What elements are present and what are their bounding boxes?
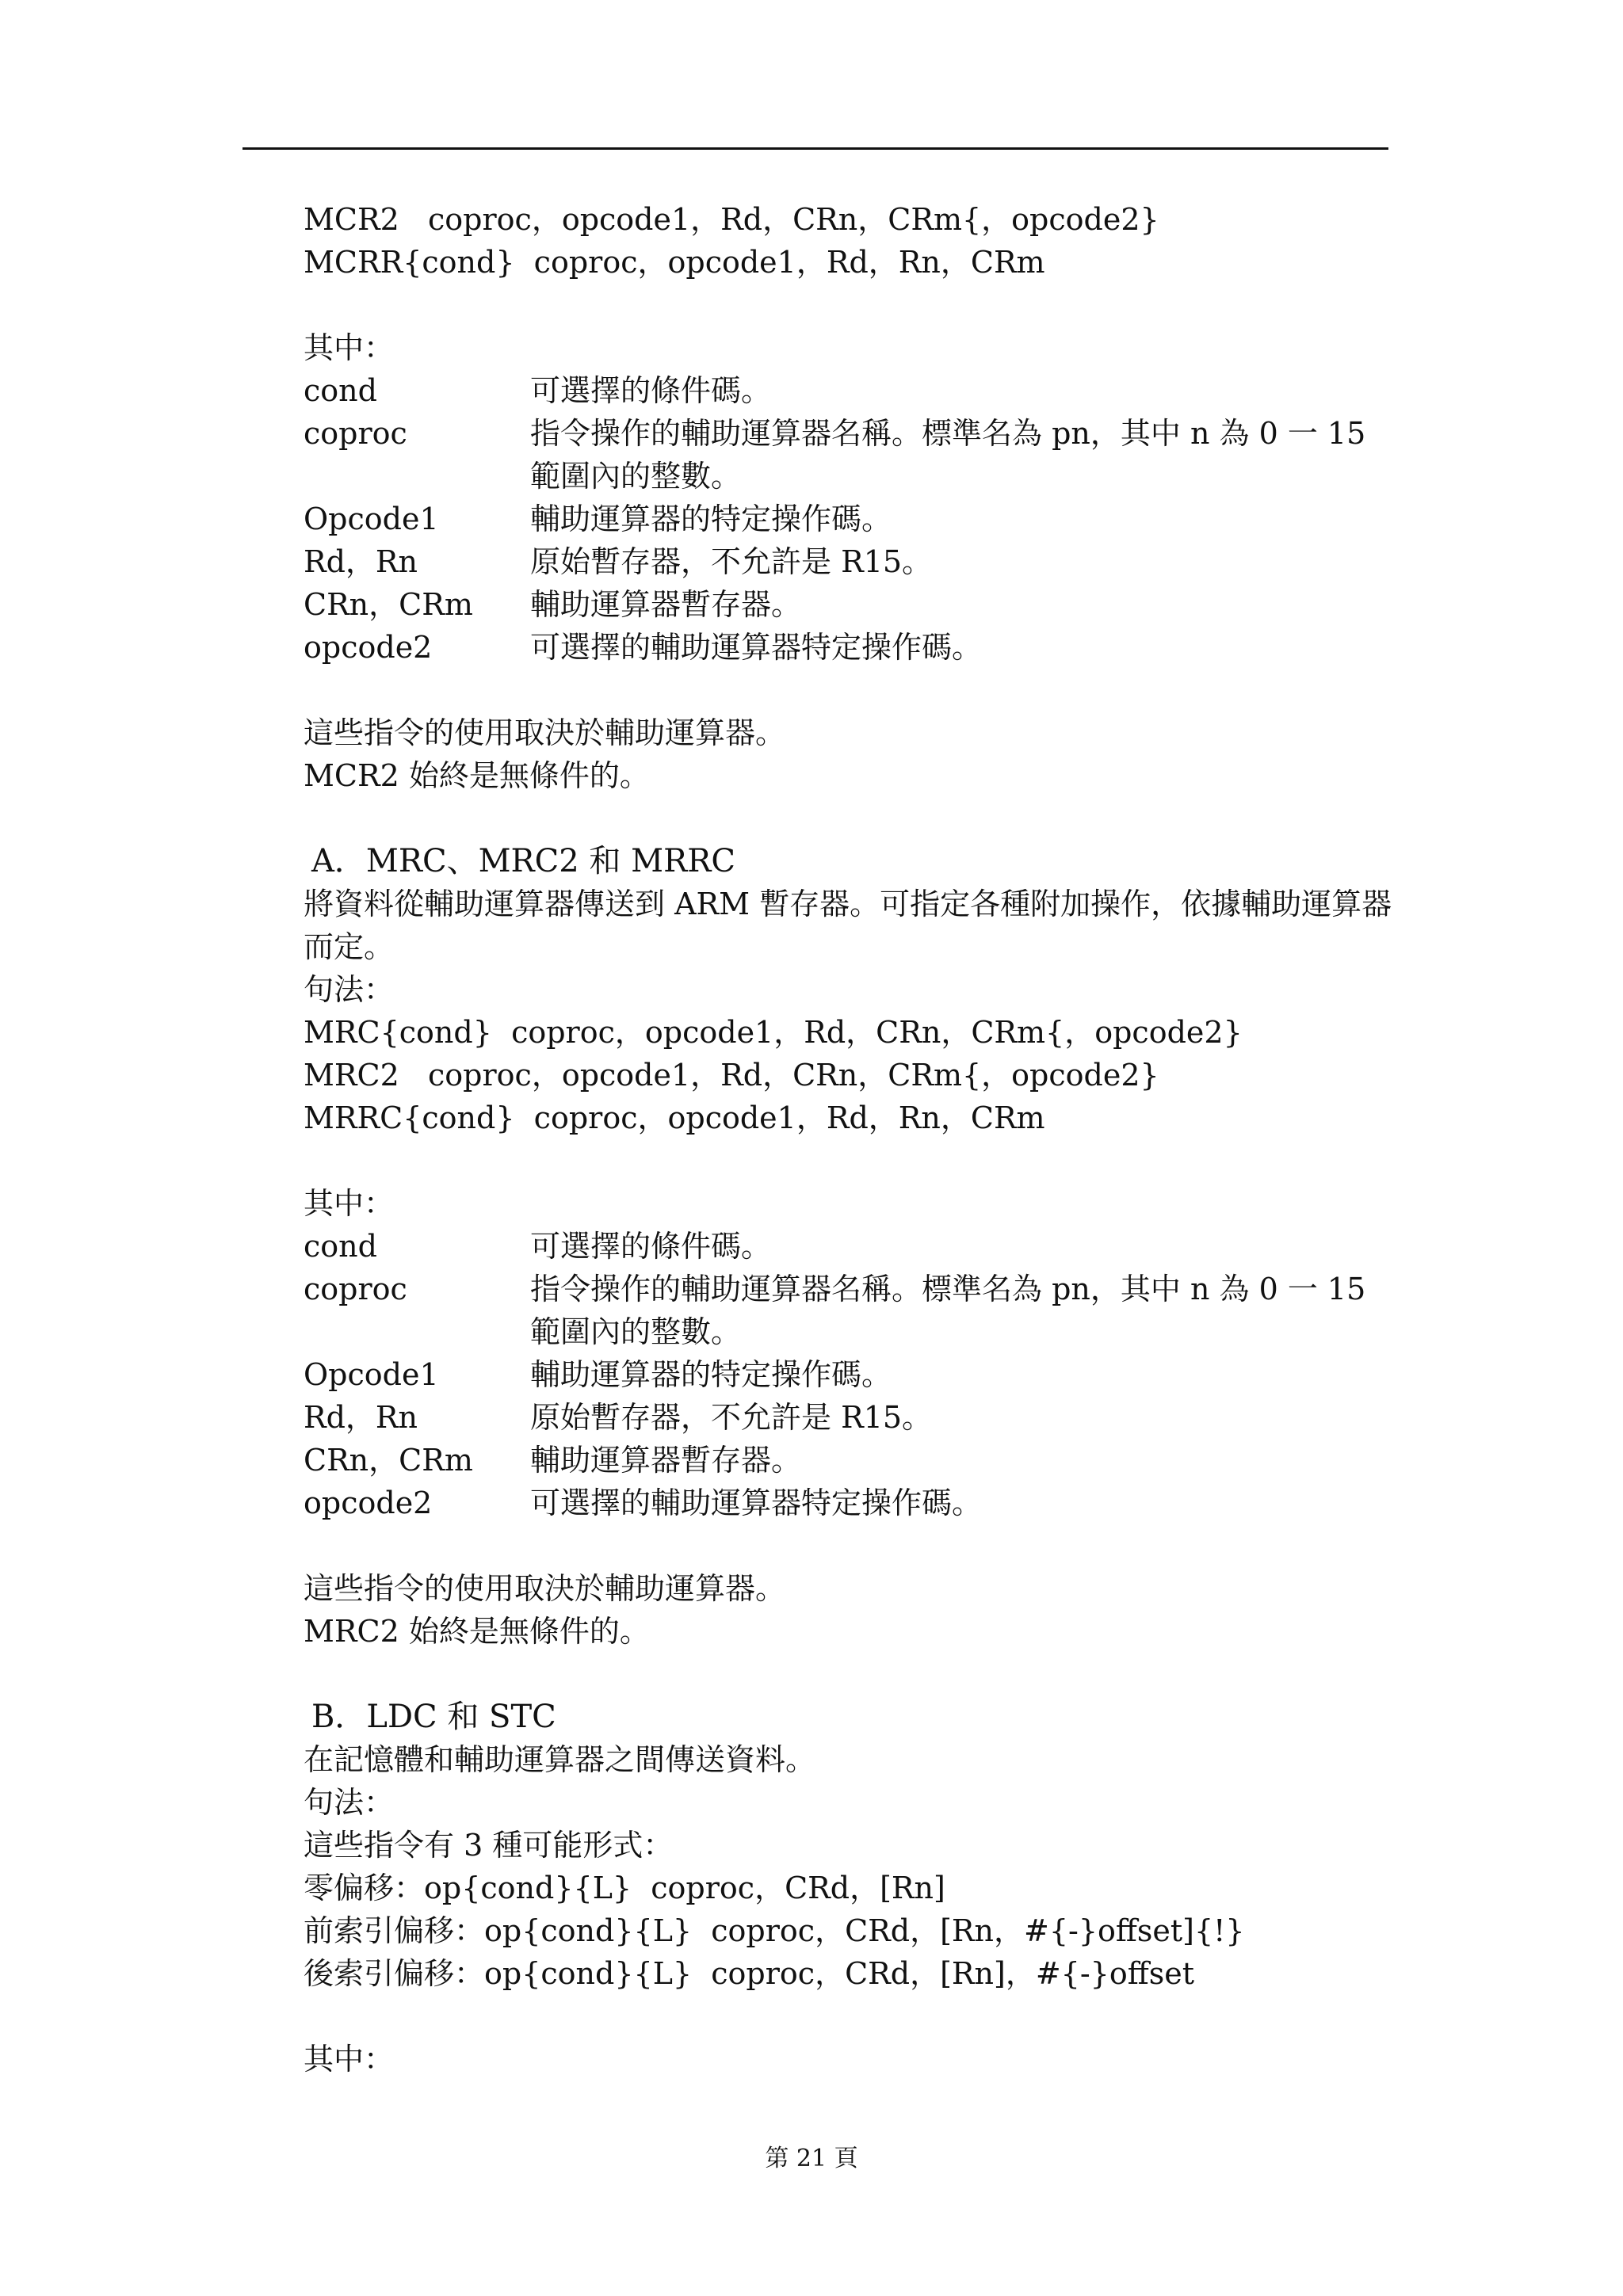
definition-desc: 指令操作的輔助運算器名稱。標準名為 pn，其中 n 為 0 一 15 範圍內的整數。 bbox=[530, 416, 1366, 494]
note-text: 這些指令的使用取決於輔助運算器。 bbox=[304, 715, 786, 750]
definition-row bbox=[304, 1396, 1397, 1439]
definition-row bbox=[304, 1482, 1397, 1524]
definition-desc: 可選擇的條件碼。 bbox=[530, 1229, 772, 1264]
syntax-label: 句法： bbox=[304, 1785, 395, 1820]
section-b-heading: B．LDC 和 STC bbox=[311, 1699, 556, 1735]
syntax-mrc: MRC{cond} coproc，opcode1，Rd，CRn，CRm{，opcode2} bbox=[304, 1015, 1243, 1050]
definition-row bbox=[304, 1225, 1397, 1268]
page-body bbox=[304, 198, 1397, 2081]
definition-desc: 輔助運算器的特定操作碼。 bbox=[530, 1357, 892, 1392]
page-number: 第 21 頁 bbox=[765, 2145, 858, 2172]
definition-row bbox=[304, 626, 1397, 669]
defs-intro: 其中： bbox=[304, 2042, 395, 2077]
definition-desc: 可選擇的條件碼。 bbox=[530, 373, 772, 408]
definition-term: Opcode1 bbox=[304, 502, 439, 536]
definition-term: Opcode1 bbox=[304, 1357, 439, 1392]
definition-term: coproc bbox=[304, 416, 407, 451]
definition-row bbox=[304, 540, 1397, 583]
note-text: MCR2 始終是無條件的。 bbox=[304, 758, 650, 793]
form-pre-index: 前索引偏移：op{cond}{L} coproc，CRd，[Rn，#{-}offset]{!} bbox=[304, 1913, 1245, 1948]
definition-desc: 原始暫存器，不允許是 R15。 bbox=[530, 544, 933, 579]
definition-row bbox=[304, 412, 1397, 498]
definition-term: opcode2 bbox=[304, 1486, 433, 1520]
note-text: 這些指令的使用取決於輔助運算器。 bbox=[304, 1571, 786, 1606]
syntax-mcrr: MCRR{cond} coproc，opcode1，Rd，Rn，CRm bbox=[304, 245, 1045, 280]
defs-intro: 其中： bbox=[304, 1186, 395, 1221]
header-rule bbox=[242, 147, 1388, 150]
definition-desc: 輔助運算器暫存器。 bbox=[530, 1443, 802, 1478]
syntax-mrrc: MRRC{cond} coproc，opcode1，Rd，Rn，CRm bbox=[304, 1100, 1045, 1135]
section-a-paragraph: 將資料從輔助運算器傳送到 ARM 暫存器。可指定各種附加操作，依據輔助運算器而定。 bbox=[304, 887, 1392, 964]
definition-row bbox=[304, 583, 1397, 626]
definition-row bbox=[304, 369, 1397, 412]
definition-desc: 指令操作的輔助運算器名稱。標準名為 pn，其中 n 為 0 一 15 範圍內的整數。 bbox=[530, 1272, 1366, 1349]
section-b-paragraph: 在記憶體和輔助運算器之間傳送資料。 bbox=[304, 1742, 816, 1777]
definition-row bbox=[304, 1439, 1397, 1482]
forms-intro: 這些指令有 3 種可能形式： bbox=[304, 1828, 674, 1863]
definition-term: CRn，CRm bbox=[304, 587, 473, 622]
definition-row bbox=[304, 1268, 1397, 1353]
definition-term: cond bbox=[304, 373, 377, 408]
definition-term: opcode2 bbox=[304, 630, 433, 665]
definition-term: Rd，Rn bbox=[304, 1400, 418, 1435]
defs-intro: 其中： bbox=[304, 330, 395, 365]
definition-desc: 可選擇的輔助運算器特定操作碼。 bbox=[530, 630, 983, 665]
definition-term: coproc bbox=[304, 1272, 407, 1306]
definition-desc: 輔助運算器的特定操作碼。 bbox=[530, 502, 892, 536]
definition-list bbox=[304, 369, 1397, 669]
form-zero-offset: 零偏移：op{cond}{L} coproc，CRd，[Rn] bbox=[304, 1871, 945, 1905]
note-text: MRC2 始終是無條件的。 bbox=[304, 1614, 650, 1649]
syntax-mcr2: MCR2 coproc，opcode1，Rd，CRn，CRm{，opcode2} bbox=[304, 202, 1159, 237]
form-post-index: 後索引偏移：op{cond}{L} coproc，CRd，[Rn]，#{-}offset bbox=[304, 1956, 1194, 1991]
definition-term: cond bbox=[304, 1229, 377, 1264]
syntax-label: 句法： bbox=[304, 972, 395, 1007]
definition-desc: 輔助運算器暫存器。 bbox=[530, 587, 802, 622]
definition-row bbox=[304, 498, 1397, 540]
definition-list bbox=[304, 1225, 1397, 1524]
definition-term: Rd，Rn bbox=[304, 544, 418, 579]
definition-row bbox=[304, 1353, 1397, 1396]
definition-desc: 可選擇的輔助運算器特定操作碼。 bbox=[530, 1486, 983, 1520]
section-a-heading: A．MRC、MRC2 和 MRRC bbox=[311, 843, 735, 879]
syntax-mrc2: MRC2 coproc，opcode1，Rd，CRn，CRm{，opcode2} bbox=[304, 1058, 1159, 1093]
definition-desc: 原始暫存器，不允許是 R15。 bbox=[530, 1400, 933, 1435]
definition-term: CRn，CRm bbox=[304, 1443, 473, 1478]
